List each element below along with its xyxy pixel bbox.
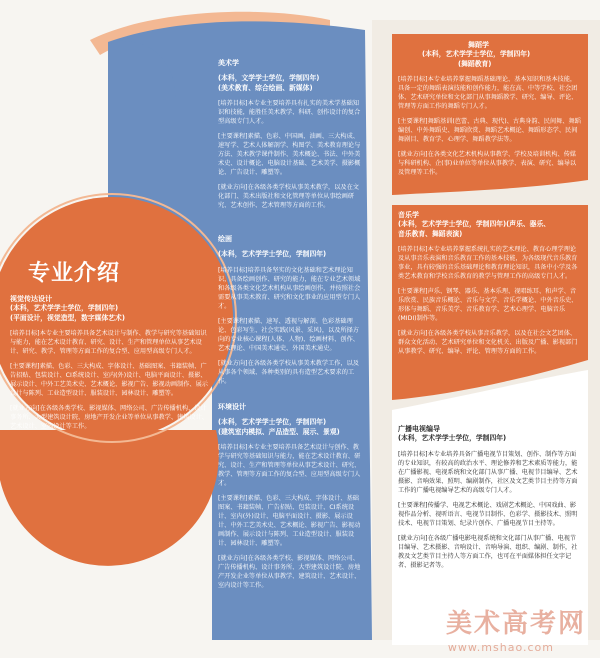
huihua-goal: [培养目标]培养具备坚实的文化基础和艺术理论知识，具备绘画创作、研究的能力，能在专业艺术领域和各级各类文化艺术机构从事绘画创作，并按照社会需要从事美术教育、研究和文化事业的应用型专门人才。 xyxy=(218,266,361,310)
huanjing-career: [就业方向]在各级各类学校、影视媒体、网络公司、广告传播机构、设计事务所、大型建筑设计院、房地产开发企业等单位从事教学、建筑设计、艺术设计、室内设计等工作。 xyxy=(218,555,361,589)
wudao-courses: [主要课程]舞蹈基训(芭蕾、古典、现代)、古典身韵、民间舞、舞蹈编创、中外舞蹈史、舞蹈欣赏、舞蹈艺术概论、舞蹈形态学、民间舞剧目、教育学、心理学、舞蹈教学法等。 xyxy=(398,118,581,143)
guangbo-title: 广播电视编导 xyxy=(398,425,440,433)
shijue-degree: (本科，艺术学学士学位，学制四年) xyxy=(10,304,119,312)
huanjing-tracks: (建筑室内模拟、产品造型、展示、景观) xyxy=(218,427,340,436)
meishu-degree: (本科，文学学士学位，学制四年) xyxy=(218,74,320,82)
watermark-url: www.mshao.com xyxy=(447,641,554,654)
meishu-title: 美术学 xyxy=(218,59,239,67)
block-meishu xyxy=(218,58,364,216)
meishu-courses: [主要课程]素描、色彩、中国画、油画、三大构成、速写学、艺术人体解剖学、构图学、美术教育理论与方法、美术教学课件制作、美术概论、书法、中外美术史、设计概论、电脑设计基础、艺术美学、摄影概论、广告设计、雕塑等。 xyxy=(218,133,361,176)
shijue-goal: [培养目标]本专业主要培养具备艺术设计与制作、教学与研究等基础知识与能力，能在艺术设计教育、研究、设计、生产和管理单位从事艺术设计、研究、教学、管理等方面工作的复合型、应用型高级专门人才。 xyxy=(10,330,207,355)
huanjing-goal: [培养目标]本专业主要培养具备艺术设计与创作、教学与研究等基础知识与能力，能在艺术设计教育、研究、设计、生产和管理等单位从事艺术设计、研究、教学、管理等方面工作的复合型、应用型高级专门人才。 xyxy=(218,444,361,487)
huanjing-degree: (本科，艺术学学士学位，学制四年) xyxy=(218,418,327,426)
shijue-career: [就业方向]在各级各类学校、影视媒体、网络公司、广告传播机构、设计事务所、大型建筑设计院、房地产开发企业等单位从事教学、建筑设计、艺术设计、室内设计等工作。 xyxy=(10,405,208,430)
yinyue-title: 音乐学 xyxy=(398,211,419,219)
yinyue-degree: (本科，艺术学学士学位，学制四年)(声乐、器乐、 xyxy=(398,220,551,228)
block-guangbo xyxy=(398,424,582,576)
meishu-tracks: (美术教育、综合绘画、新媒体) xyxy=(218,83,313,92)
block-shijue xyxy=(10,294,208,437)
meishu-career: [就业方向]在各级各类学校从事美术教学，以及在文化部门、美术出版社和文化管理等单位从事绘画研究、艺术创作、艺术管理等方面的工作。 xyxy=(218,184,359,209)
wudao-title: 舞蹈学 xyxy=(468,41,489,49)
block-yinyue xyxy=(398,210,582,362)
huihua-degree: (本科，艺术学学士学位，学制四年) xyxy=(218,250,327,258)
guangbo-degree: (本科，艺术学学士学位，学制四年) xyxy=(398,434,507,442)
huihua-career: [就业方向]在各级各类学校从事美术教学工作，以及从事各个领域、各种类别的具有造型艺术要求的工作。 xyxy=(218,359,359,385)
wudao-goal: [培养目标]本专业培养掌握舞蹈基础理论、基本知识和基本技能，具备一定的舞蹈表演技能和创作能力，能在高、中等学校、社会团体、艺术研究单位和文化部门从事舞蹈教学、研究、编导、评论、管理等方面工作的舞蹈专门人才。 xyxy=(398,76,578,110)
shijue-title: 视觉传达设计 xyxy=(10,295,52,303)
huanjing-courses: [主要课程]素描、色彩、三大构成、字体设计、基础图案、书籍装帧、广告招贴、包装设计、CI系统设计、室内(外)设计、电脑平面设计、摄影、展示设计、中外工艺美术史、艺术概论、影视广告、影视动画制作、展示设计与陈列、工业造型设计、服装设计、园林设计、雕塑等。 xyxy=(218,495,361,547)
block-huihua xyxy=(218,234,364,392)
yinyue-tracks: 音乐教育、舞蹈表演) xyxy=(398,229,463,238)
huihua-title: 绘画 xyxy=(218,235,232,243)
yinyue-courses: [主要课程]声乐、钢琴、器乐、基本乐理、视唱练耳、和声学、音乐欣赏、民族音乐概论、音乐与文学、音乐学概论、中外音乐史、形体与舞蹈、音乐美学、音乐教育学、艺术心理学、电脑音乐(MIDI)制作等。 xyxy=(398,288,578,322)
huanjing-title: 环境设计 xyxy=(218,403,246,411)
wudao-career: [就业方向]在各类文化艺术机构从事教学、学校及培训机构、传媒与科研机构、企(事)业单位等单位从事教学、表演、研究、编导以及管理等工作。 xyxy=(398,151,577,176)
page-title: 专业介绍 xyxy=(28,261,121,286)
block-wudao xyxy=(398,40,582,183)
wudao-tracks: (舞蹈教育) xyxy=(458,59,492,68)
guangbo-courses: [主要课程]传播学、电视艺术概论、戏剧艺术概论、中国戏曲、影视作品分析、视听语言、电视节目制作、色彩学、摄影技术、照明技术、电视节目策划、纪录片创作、广播电视节目主持等。 xyxy=(398,501,578,527)
shijue-tracks: (平面设计，视觉造型，数字媒体艺术) xyxy=(10,313,125,322)
orange-half-circle xyxy=(0,430,219,566)
meishu-goal: [培养目标]本专业主要培养具有扎实的美术学基础知识和技能，能胜任美术教学、科研、创作设计的复合型高级专门人才。 xyxy=(218,100,361,125)
guangbo-goal: [培养目标]本专业培养具备广播电视节目策划、创作、制作等方面的专业知识，有较高的政治水平、理论修养和艺术素质等能力，能在广播影视、电视系统和文化部门从事广播、电视节目编导、艺术摄影、音响效果、照明、编剧制作，社区及文艺类节目主持等方面工作的广播电视编导艺术的高级专门人才。 xyxy=(398,450,578,494)
guangbo-career: [就业方向]在各级广播电影电视系统和文化部门从事广播、电视节目编导、艺术摄影、音响设计、音响导演、组织、编剧、制作，社教及文艺类节目主持人等方面工作，也可在平面媒体担任文字记者、摄影记者等。 xyxy=(398,534,578,569)
yinyue-goal: [培养目标]本专业培养掌握系统扎实的艺术理论、教育心理学理论及从事音乐表演和音乐教育工作的基本技能，为各级现代音乐教育事业，具有较强的音乐基础理论和教育理论知识，具备中小学及各类艺术教育和学校音乐教育的教学与管理工作的高级专门人才。 xyxy=(398,246,578,280)
watermark-text: 美术高考网 xyxy=(445,609,586,639)
shijue-courses: [主要课程]素描、色彩、三大构成、字体设计、基础图案、书籍装帧、广告招贴、包装设计、CI系统设计、室内(外)设计、电脑平面设计、摄影、展示设计、中外工艺美术史、艺术概论、影视广告、影视动画制作、展示设计与陈列、工业造型设计、服装设计、园林设计、雕塑等。 xyxy=(10,363,208,397)
block-huanjing xyxy=(218,402,364,596)
yinyue-career: [就业方向]在各级各类学校从事音乐教学，以及在社会文艺团体、群众文化活动、艺术研究单位和文化机关、出版及广播、影视部门从事教学、研究、编导、评论、管理等方面的工作。 xyxy=(398,330,578,355)
wudao-degree: (本科，艺术学学士学位，学制四年) xyxy=(422,50,531,58)
huihua-courses: [主要课程]素描、速写、透视与解剖、色彩基础理论、色彩写生、社会实践(风景、采风)，以及所择方向的专业核心课程(人体、人物)、绘画材料、创作、艺术理论、中国美术通史、外国美术通史。 xyxy=(218,317,359,352)
